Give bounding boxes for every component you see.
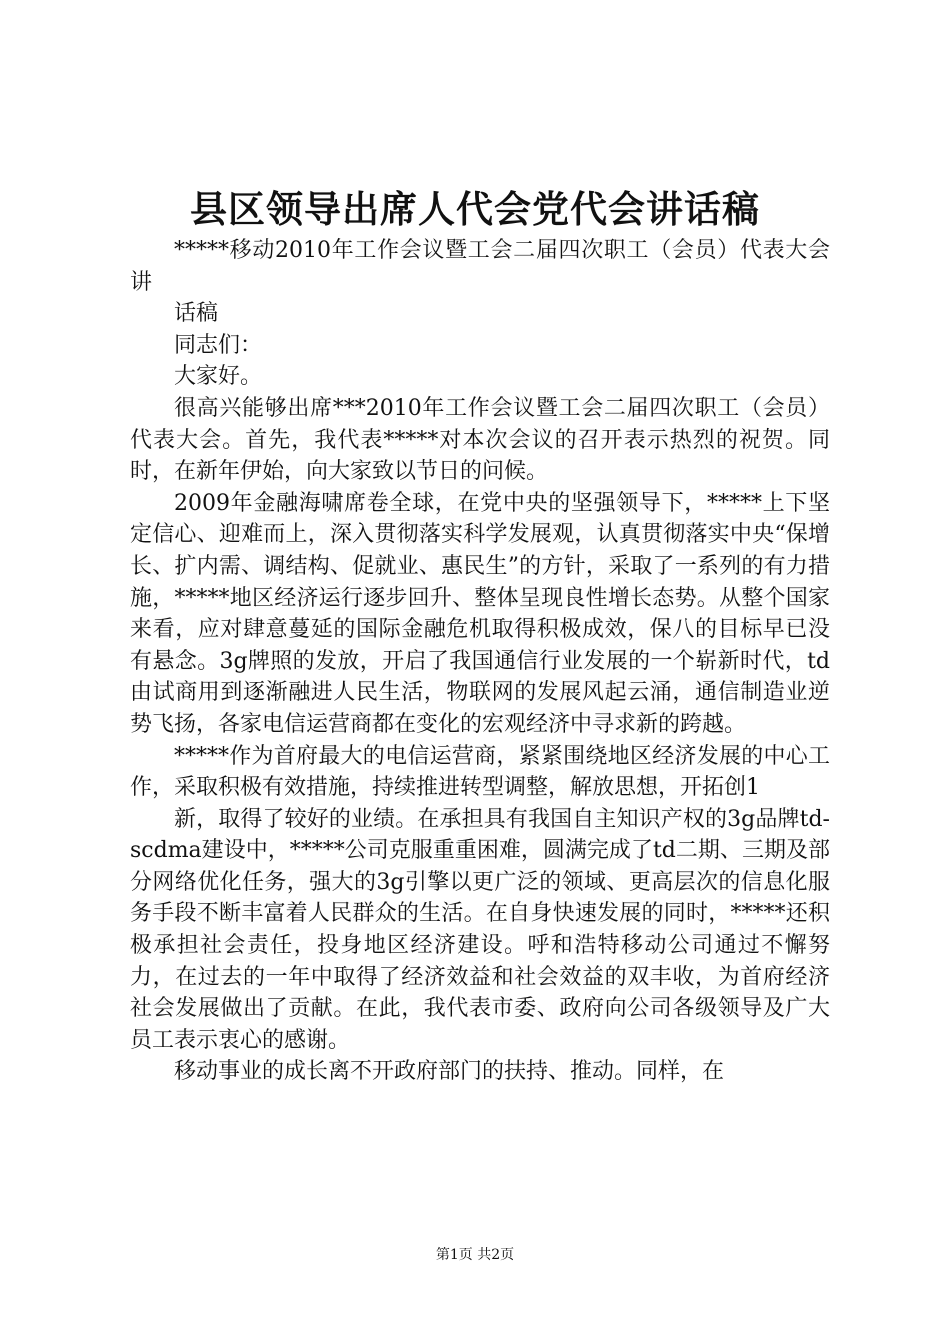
page-footer: 第1页 共2页 [435, 1247, 515, 1263]
paragraph-heading-line: *****移动2010年工作会议暨工会二届四次职工（会员）代表大会讲 [130, 238, 830, 295]
paragraph-2009-review: 2009年金融海啸席卷全球，在党中央的坚强领导下，*****上下坚定信心、迎难而上，深入贯彻落实科学发展观，认真贯彻落实中央“保增长、扩内需、调结构、促就业、惠民生”的方针，采取了一系列的有力措施，*****地区经济运行逐步回升、整体呈现良性增长态势。从整个国家来看，应对肆意蔓延的国际金融危机取得积极成效，保八的目标早已没有悬念。3g牌照的发放，开启了我国通信行业发展的一个崭新时代，td由试商用到逐渐融进人民生活，物联网的发展风起云涌，通信制造业逆势飞扬，各家电信运营商都在变化的宏观经济中寻求新的跨越。 [130, 490, 830, 737]
document-body [130, 235, 830, 1088]
paragraph-greeting: 大家好。 [174, 364, 263, 390]
paragraph-opening: 很高兴能够出席***2010年工作会议暨工会二届四次职工（会员）代表大会。首先，我代表*****对本次会议的召开表示热烈的祝贺。同时，在新年伊始，向大家致以节日的问候。 [130, 395, 830, 485]
document-title: 县区领导出席人代会党代会讲话稿 [190, 188, 760, 231]
paragraph-heading-cont: 话稿 [174, 301, 219, 327]
paragraph-salutation: 同志们： [174, 332, 263, 358]
paragraph-operator: *****作为首府最大的电信运营商，紧紧围绕地区经济发展的中心工作，采取积极有效措施，持续推进转型调整，解放思想，开拓创1 [130, 743, 830, 801]
paragraph-achievements: 新，取得了较好的业绩。在承担具有我国自主知识产权的3g品牌td-scdma建设中，*****公司克服重重困难，圆满完成了td二期、三期及部分网络优化任务，强大的3g引擎以更广泛的领域、更高层次的信息化服务手段不断丰富着人民群众的生活。在自身快速发展的同时，*****还积极承担社会责任，投身地区经济建设。呼和浩特移动公司通过不懈努力，在过去的一年中取得了经济效益和社会效益的双丰收，为首府经济社会发展做出了贡献。在此，我代表市委、政府向公司各级领导及广大员工表示衷心的感谢。 [130, 806, 830, 1053]
paragraph-support: 移动事业的成长离不开政府部门的扶持、推动。同样，在 [174, 1059, 725, 1085]
